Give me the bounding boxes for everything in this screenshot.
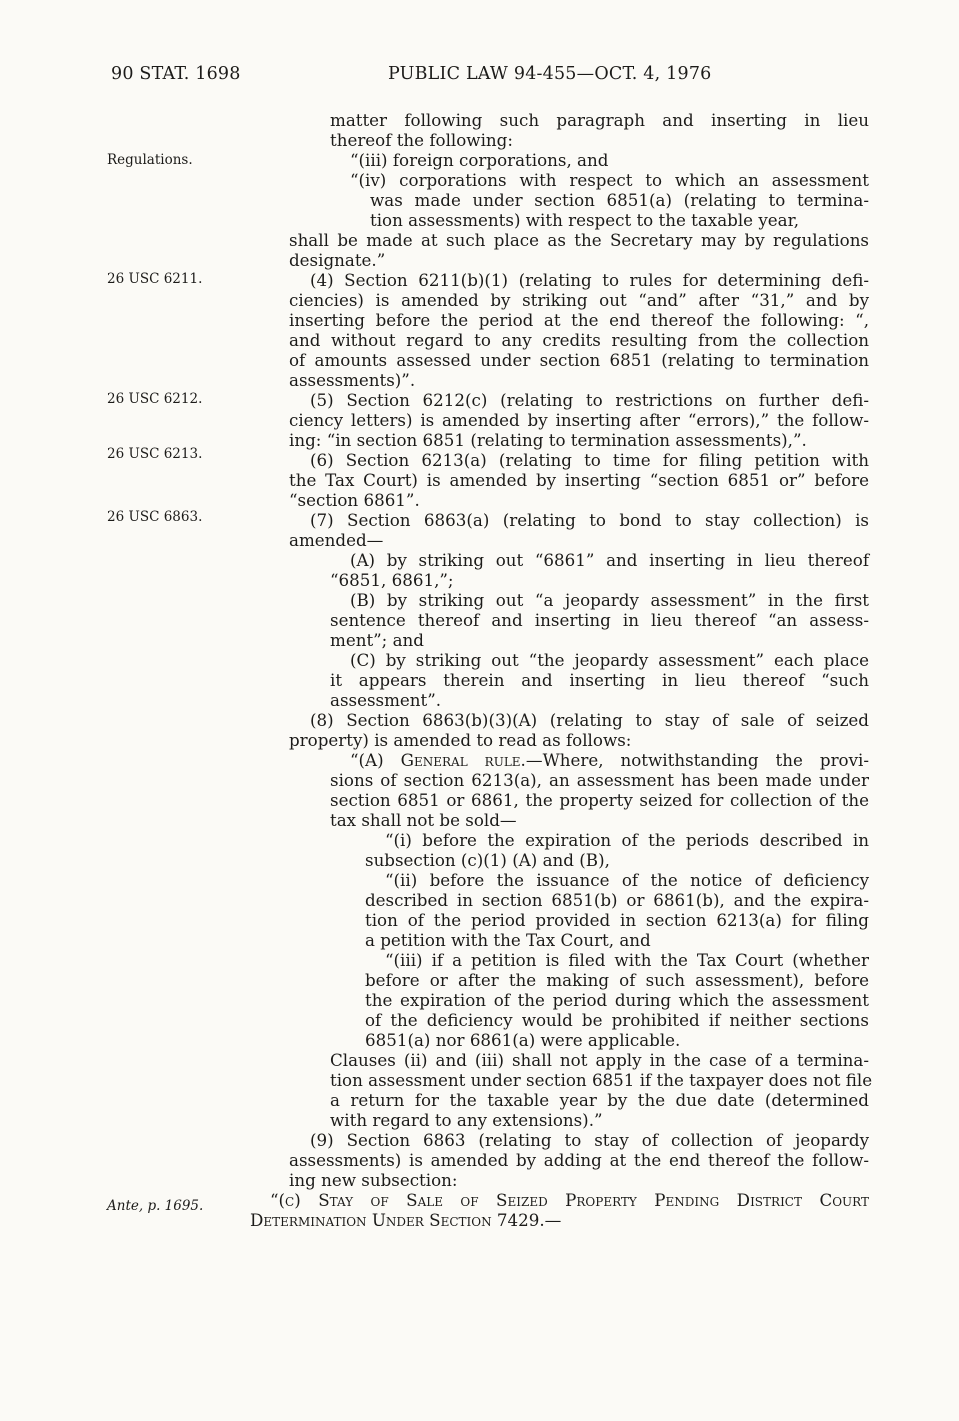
text-line: tion of the period provided in section 6213(a) for filing [365, 910, 869, 930]
text-line: property) is amended to read as follows: [289, 730, 632, 750]
text-line: before or after the making of such assessment), before [365, 970, 869, 990]
text-line: “(iii) foreign corporations, and [350, 150, 609, 170]
text-line: (A) by striking out “6861” and inserting in lieu thereof [350, 550, 869, 570]
text-line: (7) Section 6863(a) (relating to bond to stay collection) is [310, 510, 869, 530]
text-line: ciencies) is amended by striking out “and” after “31,” and by [289, 290, 869, 310]
text-line: the Tax Court) is amended by inserting “section 6851 or” before [289, 470, 869, 490]
text-line: inserting before the period at the end thereof the following: “, [289, 310, 869, 330]
margin-note-regulations: Regulations. [107, 152, 193, 168]
text-line: assessment”. [330, 690, 442, 710]
text-line: a return for the taxable year by the due date (determined [330, 1090, 869, 1110]
running-head-title: PUBLIC LAW 94-455—OCT. 4, 1976 [388, 64, 712, 84]
text-line: ing new subsection: [289, 1170, 458, 1190]
text-line: assessments)”. [289, 370, 416, 390]
text-line: ciency letters) is amended by inserting after “errors),” the follow- [289, 410, 869, 430]
text-line: the expiration of the period during which the assessment [365, 990, 869, 1010]
text-line: shall be made at such place as the Secretary may by regulations [289, 230, 869, 250]
text-line: (C) by striking out “the jeopardy assessment” each place [350, 650, 869, 670]
text-line: “(i) before the expiration of the periods described in [385, 830, 869, 850]
text-line: tion assessment under section 6851 if the taxpayer does not file [330, 1070, 873, 1090]
text-line: “(iii) if a petition is filed with the Tax Court (whether [385, 950, 869, 970]
text-line: and without regard to any credits resulting from the collection [289, 330, 869, 350]
text-line: of the deficiency would be prohibited if neither sections [365, 1010, 869, 1030]
text-line: ing: “in section 6851 (relating to termination assessments),”. [289, 430, 807, 450]
text-line: “section 6861”. [289, 490, 420, 510]
text-line-subsection-heading: Determination Under Section 7429.— [250, 1210, 562, 1230]
text-line: sentence thereof and inserting in lieu thereof “an assess- [330, 610, 869, 630]
text-line: assessments) is amended by adding at the end thereof the follow- [289, 1150, 869, 1170]
text-line: tion assessments) with respect to the taxable year, [370, 210, 800, 230]
text-line: (4) Section 6211(b)(1) (relating to rules for determining defi- [310, 270, 869, 290]
text-line: “6851, 6861,”; [330, 570, 454, 590]
text-line: 6851(a) nor 6861(a) were applicable. [365, 1030, 681, 1050]
text-line: Clauses (ii) and (iii) shall not apply in the case of a termina- [330, 1050, 869, 1070]
text-line: amended— [289, 530, 384, 550]
margin-note-26-usc-6863: 26 USC 6863. [107, 509, 203, 525]
text-line: sions of section 6213(a), an assessment has been made under [330, 770, 869, 790]
text-line: matter following such paragraph and inserting in lieu [330, 110, 869, 130]
text-line-general-rule: “(A) General rule.—Where, notwithstanding the provi- [350, 750, 869, 770]
text-line: of amounts assessed under section 6851 (relating to termination [289, 350, 869, 370]
margin-note-ante: Ante, p. 1695. [107, 1198, 204, 1214]
text-line: with regard to any extensions).” [330, 1110, 603, 1130]
text-line: “(ii) before the issuance of the notice of deficiency [385, 870, 869, 890]
margin-note-26-usc-6213: 26 USC 6213. [107, 446, 203, 462]
text-line: subsection (c)(1) (A) and (B), [365, 850, 610, 870]
stat-page-number: 90 STAT. 1698 [111, 64, 241, 84]
text-line: was made under section 6851(a) (relating to termina- [370, 190, 869, 210]
text-line-subsection-heading: “(c) Stay of Sale of Seized Property Pending District Court [270, 1190, 869, 1210]
text-line: “(iv) corporations with respect to which an assessment [350, 170, 869, 190]
text-line: thereof the following: [330, 130, 513, 150]
text-line: (8) Section 6863(b)(3)(A) (relating to stay of sale of seized [310, 710, 869, 730]
text-line: described in section 6851(b) or 6861(b), and the expira- [365, 890, 869, 910]
text-line: designate.” [289, 250, 386, 270]
text-line: (B) by striking out “a jeopardy assessment” in the first [350, 590, 869, 610]
text-line: (5) Section 6212(c) (relating to restrictions on further defi- [310, 390, 869, 410]
text-line: tax shall not be sold— [330, 810, 517, 830]
margin-note-26-usc-6211: 26 USC 6211. [107, 271, 203, 287]
text-line: (9) Section 6863 (relating to stay of collection of jeopardy [310, 1130, 869, 1150]
text-line: ment”; and [330, 630, 424, 650]
text-line: a petition with the Tax Court, and [365, 930, 651, 950]
margin-note-26-usc-6212: 26 USC 6212. [107, 391, 203, 407]
text-line: it appears therein and inserting in lieu thereof “such [330, 670, 869, 690]
text-line: (6) Section 6213(a) (relating to time for filing petition with [310, 450, 869, 470]
text-line: section 6851 or 6861, the property seized for collection of the [330, 790, 869, 810]
